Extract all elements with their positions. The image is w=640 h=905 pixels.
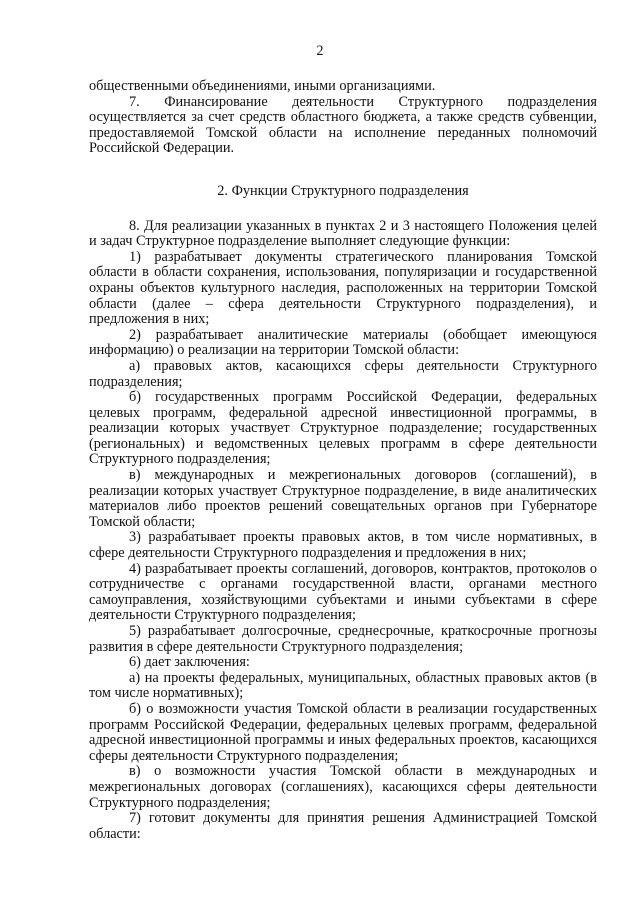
paragraph-8: 8. Для реализации указанных в пунктах 2 и 3 настоящего Положения целей и задач Структурное подразделение выполняет следующие функции: — [89, 217, 597, 250]
paragraph-7: 7. Финансирование деятельности Структурного подразделения осуществляется за счет средств областного бюджета, а также средств субвенции, предоставляемой Томской области на исполнение переданных полномочий Российской Федерации. — [89, 93, 597, 157]
function-subitem: б) о возможности участия Томской области в реализации государственных программ Российской Федерации, федеральных целевых программ, федеральной адресной инвестиционной программы и иных федеральных проектов, касающихся сферы деятельности Структурного подразделения; — [89, 700, 597, 764]
function-item: 2) разрабатывает аналитические материалы (обобщает имеющуюся информацию) о реализации на территории Томской области: — [89, 326, 597, 359]
section-heading: 2. Функции Структурного подразделения — [217, 182, 469, 199]
function-subitem: в) международных и межрегиональных договоров (соглашений), в реализации которых участвует Структурное подразделение, в виде аналитических материалов либо проектов решений совещательных органов при Губернаторе Томской области; — [89, 467, 597, 530]
function-item: 1) разрабатывает документы стратегического планирования Томской области в области сохранения, использования, популяризации и государственной охраны объектов культурного наследия, расположенных на территории Томской области (далее – сфера деятельности Структурного подразделения), и предложения в них; — [89, 248, 597, 328]
function-item: 7) готовит документы для принятия решения Администрацией Томской области: — [89, 810, 597, 842]
function-item: 5) разрабатывает долгосрочные, среднесрочные, краткосрочные прогнозы развития в сфере деятельности Структурного подразделения; — [89, 623, 597, 655]
function-item: 4) разрабатывает проекты соглашений, договоров, контрактов, протоколов о сотрудничестве с органами государственной власти, органами местного самоуправления, хозяйствующими субъектами и иными субъектами в сфере деятельности Структурного подразделения; — [89, 560, 597, 624]
function-subitem: а) правовых актов, касающихся сферы деятельности Структурного подразделения; — [89, 357, 597, 390]
function-subitem: б) государственных программ Российской Федерации, федеральных целевых программ, федеральной адресной инвестиционной программы, в реализации которых участвует Структурное подразделение; государственных (региональных) и ведомственных целевых программ в сфере деятельности Структурного подразделения; — [89, 389, 597, 468]
continuation-paragraph: общественными объединениями, иными организациями. — [89, 78, 436, 94]
function-item: 6) дает заключения: — [129, 654, 250, 671]
function-subitem: в) о возможности участия Томской области в международных и межрегиональных договорах (соглашениях), касающихся сферы деятельности Структурного подразделения; — [89, 763, 597, 811]
function-subitem: а) на проекты федеральных, муниципальных, областных правовых актов (в том числе нормативных); — [89, 669, 597, 702]
page-number: 2 — [316, 43, 324, 59]
document-body — [89, 79, 597, 842]
function-item: 3) разрабатывает проекты правовых актов, в том числе нормативных, в сфере деятельности Структурного подразделения и предложения в них; — [89, 529, 597, 562]
